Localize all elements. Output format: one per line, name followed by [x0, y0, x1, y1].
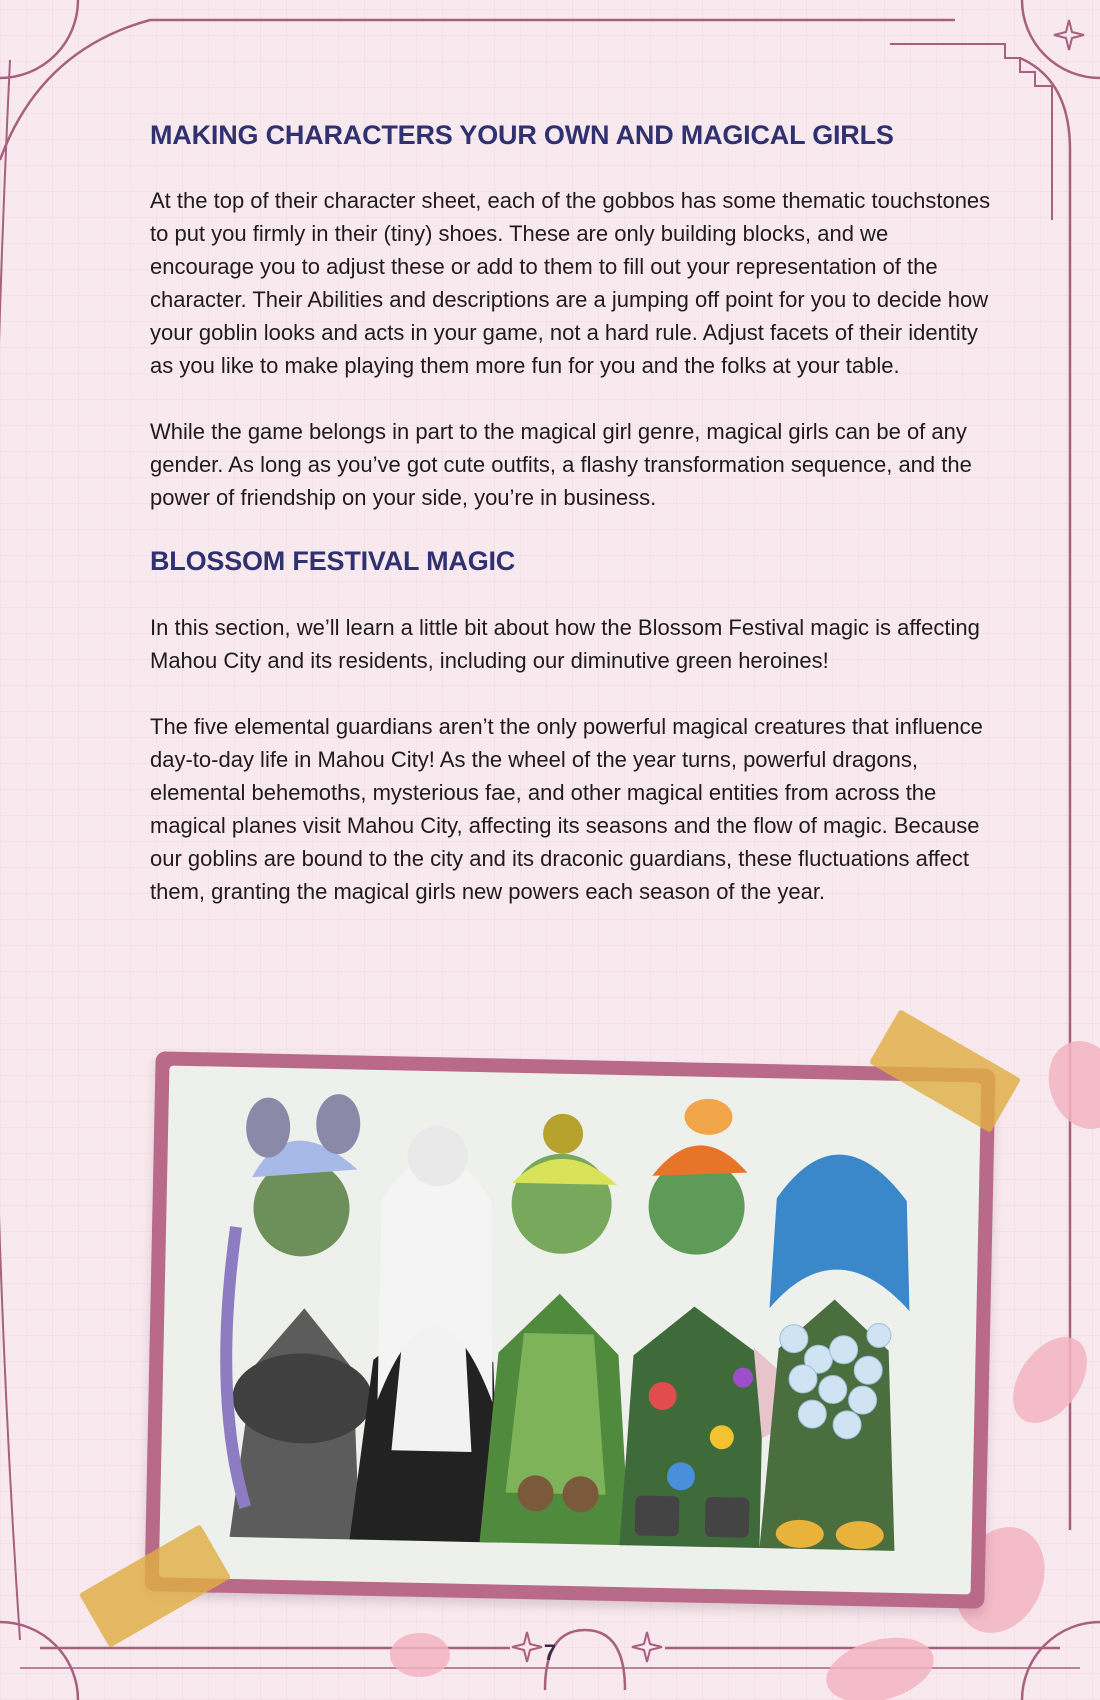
sparkle-icon [630, 1630, 664, 1664]
goblin-illustration [159, 1066, 982, 1595]
section-heading-characters: MAKING CHARACTERS YOUR OWN AND MAGICAL GIRLS [150, 120, 894, 150]
goblin-characters-art [159, 1066, 982, 1595]
sparkle-icon [1052, 18, 1086, 52]
paragraph-elemental-guardians: The five elemental guardians aren’t the only powerful magical creatures that influence day-to-day life in Mahou City! As the wheel of the year turns, powerful dragons, elemental behemoths, mysterious fae, and other magical entities from across the magical planes visit Mahou City, affecting its seasons and the flow of magic. Because our goblins are bound to the city and its draconic guardians, these fluctuations affect them, granting the magical girls new powers each season of the year. [150, 714, 983, 904]
illustration-photo [144, 1051, 995, 1608]
paragraph-magical-girls: While the game belongs in part to the magical girl genre, magical girls can be of any gender. As long as you’ve got cute outfits, a flashy transformation sequence, and the power of friendship on your side, you’re in business. [150, 419, 972, 510]
page-number: 7 [543, 1640, 557, 1665]
paragraph-blossom-intro: In this section, we’ll learn a little bit about how the Blossom Festival magic is affecting Mahou City and its residents, including our diminutive green heroines! [150, 615, 980, 673]
section-heading-blossom-festival: BLOSSOM FESTIVAL MAGIC [150, 546, 516, 576]
page-content [150, 118, 995, 908]
paragraph-character-sheet: At the top of their character sheet, each of the gobbos has some thematic touchstones to put you firmly in their (tiny) shoes. These are only building blocks, and we encourage you to adjust these or add to them to fill out your representation of the character. Their Abilities and descriptions are a jumping off point for you to decide how your goblin looks and acts in your game, not a hard rule. Adjust facets of their identity as you like to make playing them more fun for you and the folks at your table. [150, 188, 991, 378]
